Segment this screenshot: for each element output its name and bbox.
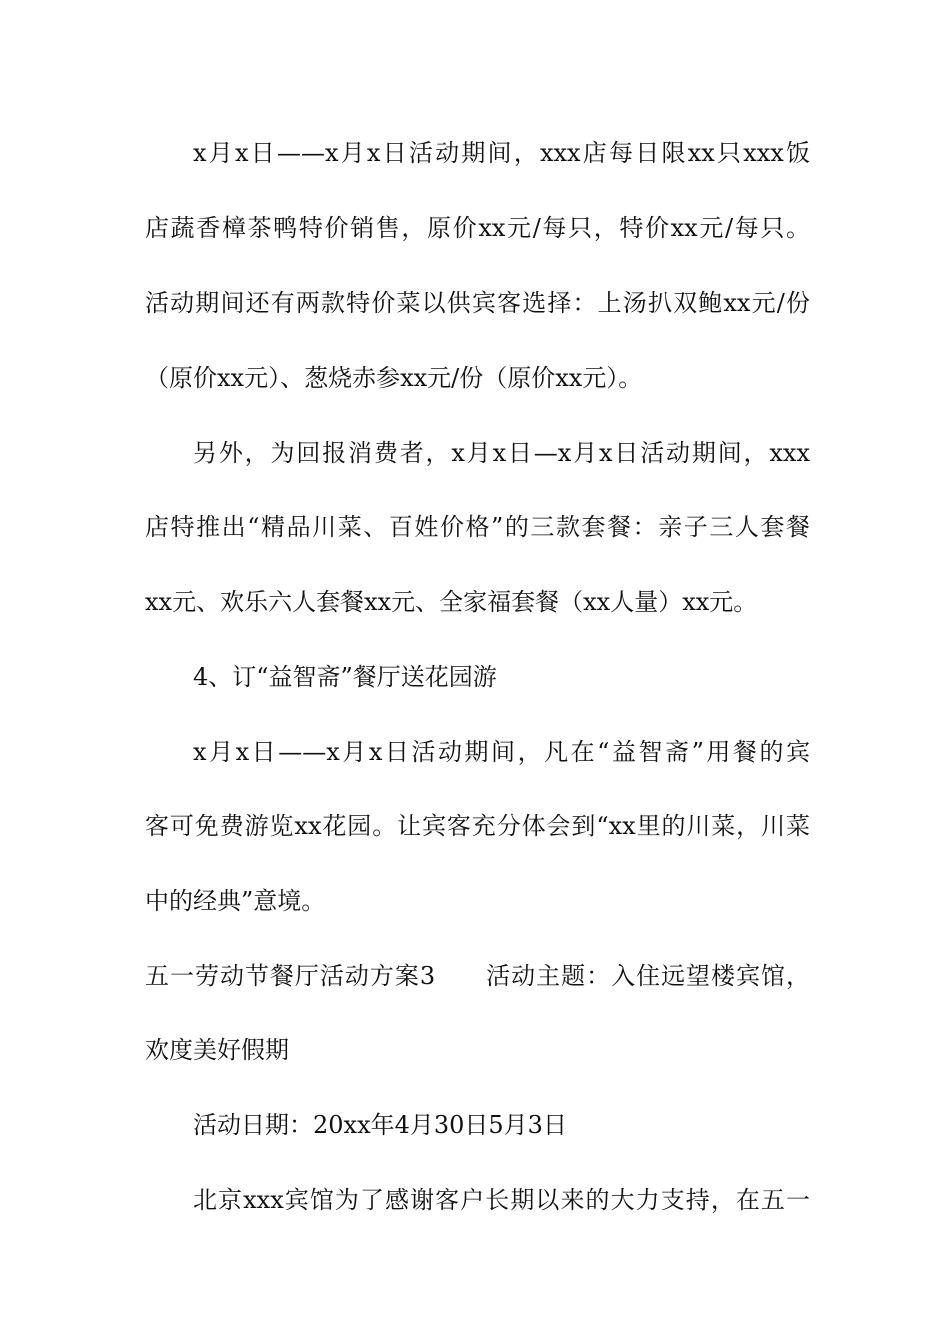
text-line-1: x月x日——x月x日活动期间，xxx店每日限xx只xxx饭 <box>193 139 810 167</box>
plan-title-continuation: 欢度美好假期 <box>145 1036 289 1064</box>
plan-title-line: 五一劳动节餐厅活动方案3 活动主题：入住远望楼宾馆， <box>145 962 810 990</box>
text-line-7: xx元、欢乐六人套餐xx元、全家福套餐（xx人量）xx元。 <box>145 588 758 616</box>
text-line-11: 中的经典”意境。 <box>145 887 326 915</box>
text-line-9: x月x日——x月x日活动期间，凡在“益智斋”用餐的宾 <box>193 738 810 766</box>
text-line-2: 店蔬香樟茶鸭特价销售，原价xx元/每只，特价xx元/每只。 <box>145 214 810 242</box>
text-line-15: 北京xxx宾馆为了感谢客户长期以来的大力支持，在五一 <box>193 1186 810 1214</box>
activity-date: 活动日期：20xx年4月30日5月3日 <box>193 1111 567 1139</box>
text-line-5: 另外，为回报消费者，x月x日—x月x日活动期间，xxx <box>193 439 810 467</box>
text-line-10: 客可免费游览xx花园。让宾客充分体会到“xx里的川菜，川菜 <box>145 812 810 840</box>
text-line-4: （原价xx元）、葱烧赤参xx元/份（原价xx元）。 <box>145 364 643 392</box>
text-line-3: 活动期间还有两款特价菜以供宾客选择：上汤扒双鲍xx元/份 <box>145 289 810 317</box>
section-heading: 4、订“益智斋”餐厅送花园游 <box>193 663 497 691</box>
text-line-6: 店特推出“精品川菜、百姓价格”的三款套餐：亲子三人套餐 <box>145 513 810 541</box>
